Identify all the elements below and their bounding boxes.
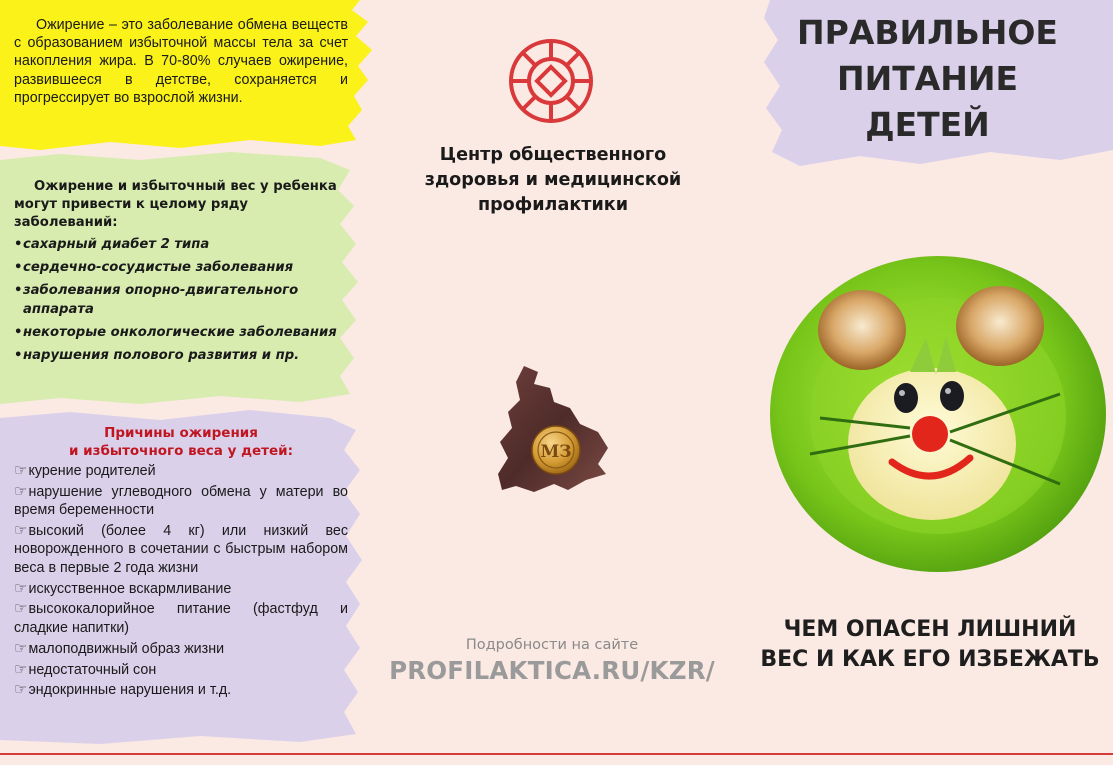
risk-item: • сахарный диабет 2 типа bbox=[14, 235, 354, 254]
cause-text: искусственное вскармливание bbox=[28, 580, 232, 597]
center-logo-icon bbox=[507, 37, 595, 125]
cause-item bbox=[14, 522, 348, 577]
cause-item bbox=[14, 600, 348, 637]
risk-list bbox=[14, 235, 354, 365]
risk-section bbox=[14, 178, 354, 369]
cause-item bbox=[14, 661, 348, 679]
pointing-hand-icon: ☞ bbox=[14, 482, 28, 500]
main-title: ПРАВИЛЬНОЕ ПИТАНИЕ ДЕТЕЙ bbox=[797, 13, 1058, 144]
cause-text: недостаточный сон bbox=[28, 661, 157, 678]
region-emblem-icon bbox=[494, 362, 614, 497]
causes-section bbox=[14, 424, 348, 702]
causes-title bbox=[14, 424, 348, 460]
cause-item bbox=[14, 580, 348, 598]
intro-paragraph: Ожирение – это заболевание обмена веществ с образованием избыточной массы тела за счет накопления жира. В 70-80% случаев ожирение, развившееся в детстве, сохраняется и прогрессирует во взрослой жизни. bbox=[14, 17, 348, 106]
cause-text: нарушение углеводного обмена у матери во время беременности bbox=[14, 483, 348, 519]
risk-item: • некоторые онкологические заболевания bbox=[14, 323, 354, 342]
pointing-hand-icon: ☞ bbox=[14, 579, 28, 597]
site-link[interactable]: PROFILAKTICA.RU/KZR/ bbox=[389, 656, 715, 685]
cause-text: малоподвижный образ жизни bbox=[28, 640, 225, 657]
risk-intro: Ожирение и избыточный вес у ребенка могут привести к целому ряду заболеваний: bbox=[14, 179, 337, 231]
risk-item: • заболевания опорно-двигательного аппарата bbox=[14, 281, 354, 319]
cause-list bbox=[14, 462, 348, 700]
more-info-label: Подробности на сайте bbox=[465, 637, 639, 653]
pointing-hand-icon: ☞ bbox=[14, 681, 28, 699]
pointing-hand-icon: ☞ bbox=[14, 522, 28, 540]
cause-text: высокий (более 4 кг) или низкий вес новорожденного в сочетании с быстрым набором веса в первые 2 года жизни bbox=[14, 523, 348, 576]
center-name: Центр общественного здоровья и медицинской профилактики bbox=[424, 145, 682, 215]
pointing-hand-icon: ☞ bbox=[14, 660, 28, 678]
bottom-divider bbox=[0, 753, 1113, 755]
pointing-hand-icon: ☞ bbox=[14, 600, 28, 618]
risk-item: • сердечно-сосудистые заболевания bbox=[14, 258, 354, 277]
causes-title-line1: Причины ожирения bbox=[104, 425, 258, 441]
emblem-letters: МЗ bbox=[540, 442, 572, 462]
cause-text: высококалорийное питание (фастфуд и сладкие напитки) bbox=[14, 601, 348, 636]
cause-item bbox=[14, 483, 348, 520]
cause-item bbox=[14, 462, 348, 480]
risk-item: • нарушения полового развития и пр. bbox=[14, 346, 354, 365]
subtitle: ЧЕМ ОПАСЕН ЛИШНИЙ ВЕС И КАК ЕГО ИЗБЕЖАТЬ bbox=[760, 617, 1100, 672]
pointing-hand-icon: ☞ bbox=[14, 462, 28, 479]
causes-title-line2: и избыточного веса у детей: bbox=[68, 443, 293, 459]
cause-text: курение родителей bbox=[28, 463, 156, 479]
mouse-face-plate-image bbox=[760, 248, 1110, 578]
cause-item bbox=[14, 681, 348, 699]
cause-item bbox=[14, 640, 348, 658]
cause-text: эндокринные нарушения и т.д. bbox=[28, 682, 232, 699]
pointing-hand-icon: ☞ bbox=[14, 639, 28, 657]
